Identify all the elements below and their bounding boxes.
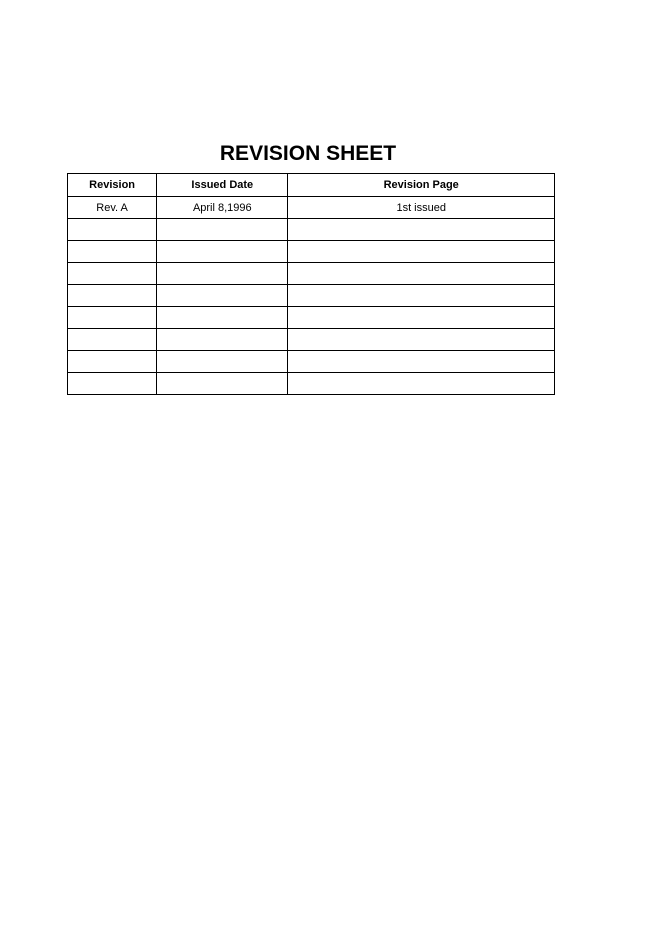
cell-revision-page <box>288 219 555 241</box>
cell-revision-page <box>288 329 555 351</box>
table-row <box>68 285 555 307</box>
cell-revision-page <box>288 285 555 307</box>
header-issued-date: Issued Date <box>157 174 288 197</box>
cell-revision <box>68 329 157 351</box>
cell-issued-date <box>157 329 288 351</box>
cell-revision-page <box>288 351 555 373</box>
cell-revision <box>68 241 157 263</box>
cell-revision: Rev. A <box>68 197 157 219</box>
table-row <box>68 307 555 329</box>
cell-issued-date <box>157 263 288 285</box>
cell-revision-page <box>288 263 555 285</box>
header-revision-page: Revision Page <box>288 174 555 197</box>
cell-issued-date <box>157 285 288 307</box>
cell-issued-date <box>157 241 288 263</box>
page-title: REVISION SHEET <box>219 142 397 165</box>
table-row <box>68 241 555 263</box>
cell-revision-page: 1st issued <box>288 197 555 219</box>
revision-table <box>67 173 555 395</box>
cell-issued-date <box>157 351 288 373</box>
cell-issued-date <box>157 219 288 241</box>
cell-revision <box>68 307 157 329</box>
cell-revision-page <box>288 307 555 329</box>
cell-revision <box>68 351 157 373</box>
cell-issued-date <box>157 373 288 395</box>
table-row <box>68 197 555 219</box>
table-row <box>68 219 555 241</box>
cell-issued-date <box>157 307 288 329</box>
table-row <box>68 373 555 395</box>
cell-revision-page <box>288 373 555 395</box>
table-row <box>68 263 555 285</box>
table-header-row <box>68 174 555 197</box>
cell-revision <box>68 373 157 395</box>
cell-revision <box>68 219 157 241</box>
cell-issued-date: April 8,1996 <box>157 197 288 219</box>
table-row <box>68 351 555 373</box>
cell-revision-page <box>288 241 555 263</box>
cell-revision <box>68 285 157 307</box>
cell-revision <box>68 263 157 285</box>
header-revision: Revision <box>68 174 157 197</box>
table-row <box>68 329 555 351</box>
